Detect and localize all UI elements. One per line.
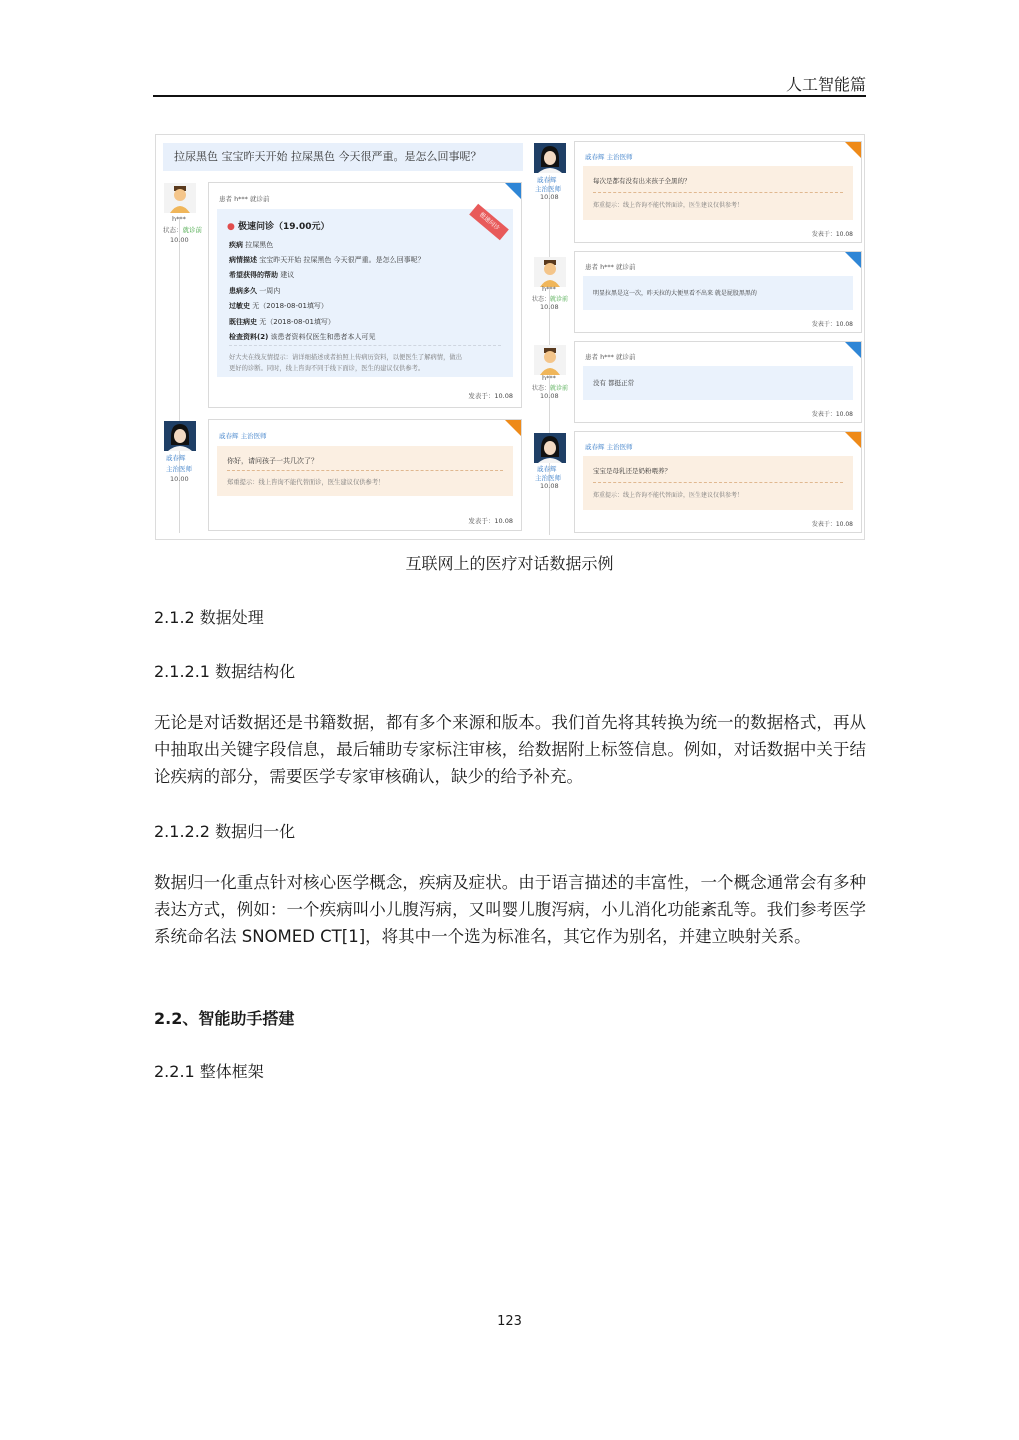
side-doctor-title: 主治医师 — [535, 474, 561, 482]
patient-message-box — [583, 276, 853, 310]
detail-value: 无（2018-08-01填写） — [252, 302, 328, 310]
side-time: 10.08 — [540, 392, 559, 400]
detail-label: 过敏史 — [229, 302, 250, 310]
detail-label: 检查资料(2) — [229, 333, 269, 341]
doctor-message-box — [583, 456, 853, 510]
side-doctor-name: 戚春辉 — [537, 465, 557, 473]
side-patient-status — [532, 383, 568, 392]
doctor-avatar-icon — [534, 143, 566, 173]
detail-label: 希望获得的帮助 — [229, 271, 278, 279]
card-header: 戚春辉 主治医师 — [219, 432, 267, 440]
chat-figure — [155, 134, 865, 540]
posted-time: 发表于：10.08 — [811, 521, 853, 528]
detail-row — [229, 301, 328, 311]
doctor-notice: 郑重提示：线上咨询不能代替面诊，医生建议仅供参考！ — [593, 492, 744, 499]
doctor-avatar-icon — [534, 433, 566, 463]
detail-label: 既往病史 — [229, 318, 257, 326]
detail-label: 疾病 — [229, 241, 243, 249]
detail-value: 无（2018-08-01填写） — [259, 318, 335, 326]
status-label: 状态： — [532, 385, 551, 392]
service-title — [227, 219, 329, 232]
question-bar: 拉尿黑色 宝宝昨天开始 拉屎黑色 今天很严重。是怎么回事呢？ — [163, 143, 523, 171]
card-corner-icon — [845, 342, 861, 358]
doctor-message-box — [217, 446, 513, 496]
detail-value: 一周内 — [259, 287, 281, 295]
patient-consult-card — [208, 182, 522, 408]
status-label: 状态： — [532, 296, 551, 303]
side-patient-name: h*** — [542, 285, 556, 293]
detail-value: 宝宝昨天开始 拉屎黑色 今天很严重。是怎么回事呢？ — [259, 256, 425, 264]
side-patient-status — [532, 294, 568, 303]
posted-time: 发表于：10.08 — [468, 517, 513, 525]
doctor-message: 每次是都有没有出来孩子全黑的？ — [593, 177, 691, 185]
card-corner-icon — [845, 252, 861, 268]
doctor-name: 戚春辉 — [166, 454, 186, 462]
consult-details-box — [217, 209, 513, 377]
posted-time: 发表于：10.08 — [811, 231, 853, 238]
page-header-title: 人工智能篇 — [785, 75, 866, 94]
notice-line-1: 好大夫在线友情提示：请详细描述或者拍照上传病历资料，以便医生了解病情，做出 — [229, 354, 462, 361]
service-title-text: 极速问诊（19.00元） — [238, 222, 330, 232]
detail-row — [229, 286, 280, 296]
doctor-reply-card — [574, 141, 862, 243]
card-header: 戚春辉 主治医师 — [585, 443, 633, 451]
patient-avatar-icon — [534, 257, 566, 287]
patient-status-label: 状态： — [163, 226, 183, 234]
doctor-message-box — [583, 166, 853, 220]
detail-row — [229, 270, 294, 280]
paragraph-structuring: 无论是对话数据还是书籍数据，都有多个来源和版本。我们首先将其转换为统一的数据格式，再从中抽取出关键字段信息，最后辅助专家标注审核，给数据附上标签信息。例如，对话数据中关于结论疾病的部分，需要医学专家审核确认，缺少的给予补充。 — [154, 713, 866, 786]
detail-row — [229, 240, 273, 250]
detail-row — [229, 332, 376, 342]
speed-consult-stamp: 极速问诊 — [469, 204, 509, 240]
timeline-left — [179, 217, 180, 533]
doctor-time: 10.00 — [170, 475, 189, 483]
patient-message-card — [574, 341, 862, 423]
card-corner-icon — [845, 432, 861, 448]
divider — [227, 470, 503, 471]
doctor-message: 你好，请问孩子一共几次了？ — [227, 457, 318, 465]
left-column — [156, 135, 528, 539]
page-number: 123 — [497, 1314, 522, 1329]
patient-avatar-icon — [164, 183, 196, 213]
doctor-notice: 郑重提示：线上咨询不能代替面诊，医生建议仅供参考！ — [227, 479, 385, 486]
side-time: 10.08 — [540, 303, 559, 311]
patient-status-value: 就诊前 — [182, 226, 202, 234]
doctor-avatar-icon — [164, 421, 196, 451]
patient-message-box — [583, 366, 853, 400]
header-rule — [153, 95, 866, 97]
section-heading-2-1-2: 2.1.2 数据处理 — [154, 608, 264, 627]
status-value: 就诊前 — [550, 296, 569, 303]
patient-name: h*** — [172, 215, 186, 223]
side-time: 10.08 — [540, 193, 559, 201]
patient-avatar-icon — [534, 345, 566, 375]
section-heading-2-1-2-1: 2.1.2.1 数据结构化 — [154, 662, 296, 681]
doctor-notice: 郑重提示：线上咨询不能代替面诊，医生建议仅供参考！ — [593, 202, 744, 209]
posted-time: 发表于：10.08 — [811, 321, 853, 328]
side-doctor-name: 戚春辉 — [537, 176, 557, 184]
figure-caption: 互联网上的医疗对话数据示例 — [405, 554, 614, 573]
status-value: 就诊前 — [550, 385, 569, 392]
doctor-reply-card — [574, 431, 862, 533]
paragraph-normalization: 数据归一化重点针对核心医学概念，疾病及症状。由于语言描述的丰富性，一个概念通常会有多种表达方式，例如：一个疾病叫小儿腹泻病，又叫婴儿腹泻病，小儿消化功能紊乱等。我们参考医学系统命名法 SNOMED CT[1]，将其中一个选为标准名，其它作为别名，并建立映射关系。 — [154, 873, 866, 946]
card-header: 戚春辉 主治医师 — [585, 153, 633, 161]
section-heading-2-2-1: 2.2.1 整体框架 — [154, 1062, 264, 1081]
doctor-message: 宝宝是母乳还是奶粉喂养？ — [593, 467, 671, 475]
patient-message: 没有 都挺正常 — [593, 379, 635, 387]
patient-status — [163, 225, 202, 234]
detail-value: 该患者资料仅医生和患者本人可见 — [270, 333, 376, 341]
detail-value: 建议 — [280, 271, 295, 279]
card-corner-icon — [505, 420, 521, 436]
patient-time: 10.00 — [170, 236, 189, 244]
detail-label: 病情描述 — [229, 256, 257, 264]
divider — [593, 482, 843, 483]
card-header: 患者 h*** 就诊前 — [219, 195, 270, 203]
detail-value: 拉屎黑色 — [245, 241, 274, 249]
card-header: 患者 h*** 就诊前 — [585, 263, 636, 271]
doctor-reply-card — [208, 419, 522, 531]
side-doctor-title: 主治医师 — [535, 185, 561, 193]
detail-label: 患病多久 — [229, 287, 257, 295]
alert-icon: ● — [227, 222, 235, 232]
posted-time: 发表于：10.08 — [468, 392, 513, 400]
notice-line-2: 更好的诊断。同时，线上咨询不同于线下面诊，医生的建议仅供参考。 — [229, 365, 425, 372]
patient-message: 明显拉黑是这一次，昨天拉的大便里看不出来 就是屁股黑黑的 — [593, 290, 757, 297]
side-patient-name: h*** — [542, 374, 556, 382]
divider — [593, 192, 843, 193]
detail-row — [229, 317, 335, 327]
card-corner-icon — [845, 142, 861, 158]
patient-message-card — [574, 251, 862, 333]
card-header: 患者 h*** 就诊前 — [585, 353, 636, 361]
detail-row — [229, 255, 425, 265]
posted-time: 发表于：10.08 — [811, 411, 853, 418]
section-heading-2-1-2-2: 2.1.2.2 数据归一化 — [154, 822, 296, 841]
doctor-title: 主治医师 — [166, 465, 192, 473]
card-corner-icon — [505, 183, 521, 199]
side-time: 10.08 — [540, 482, 559, 490]
divider — [229, 345, 501, 346]
section-heading-2-2: 2.2、智能助手搭建 — [154, 1009, 295, 1028]
right-column — [532, 135, 864, 539]
